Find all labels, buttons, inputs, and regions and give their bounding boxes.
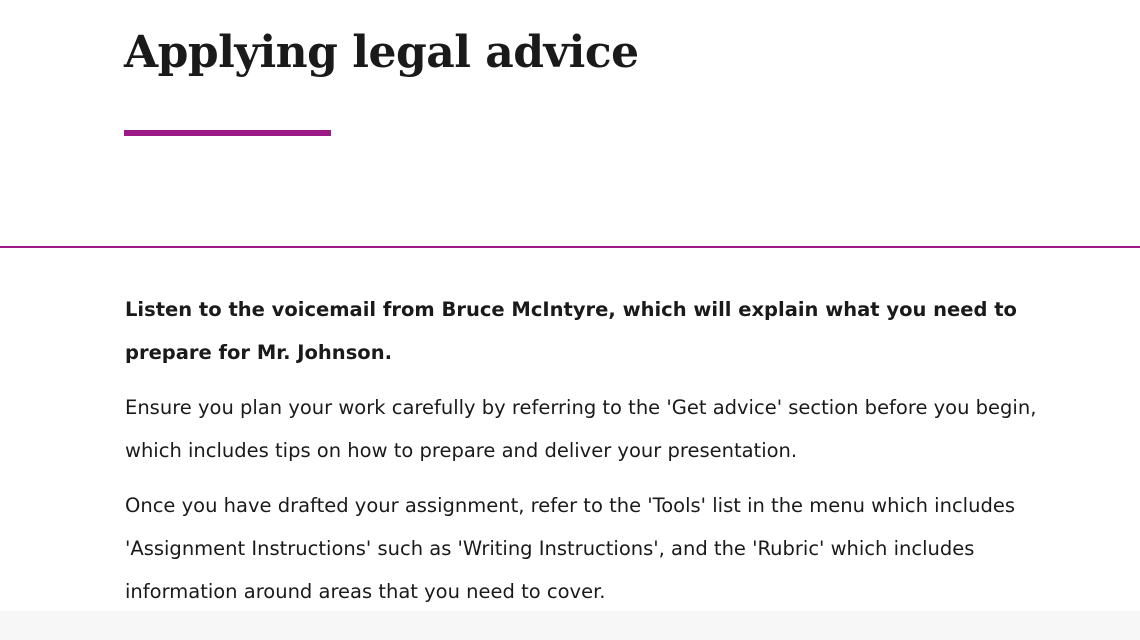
paragraph-plan: Ensure you plan your work carefully by referring to the 'Get advice' section before you begin, which includes tips on how to prepare and deliver your presentation. — [125, 396, 1037, 462]
paragraph-tools: Once you have drafted your assignment, refer to the 'Tools' list in the menu which includes 'Assignment Instructions' such as 'Writing Instructions', and the 'Rubric' which includes information around areas that you need to cover. — [125, 494, 1015, 603]
instructions-body — [125, 288, 1045, 625]
footer-band — [0, 611, 1140, 640]
title-underline — [124, 130, 331, 136]
lead-paragraph: Listen to the voicemail from Bruce McIntyre, which will explain what you need to prepare for Mr. Johnson. — [125, 298, 1017, 364]
page-title: Applying legal advice — [124, 27, 639, 78]
section-divider — [0, 246, 1140, 248]
